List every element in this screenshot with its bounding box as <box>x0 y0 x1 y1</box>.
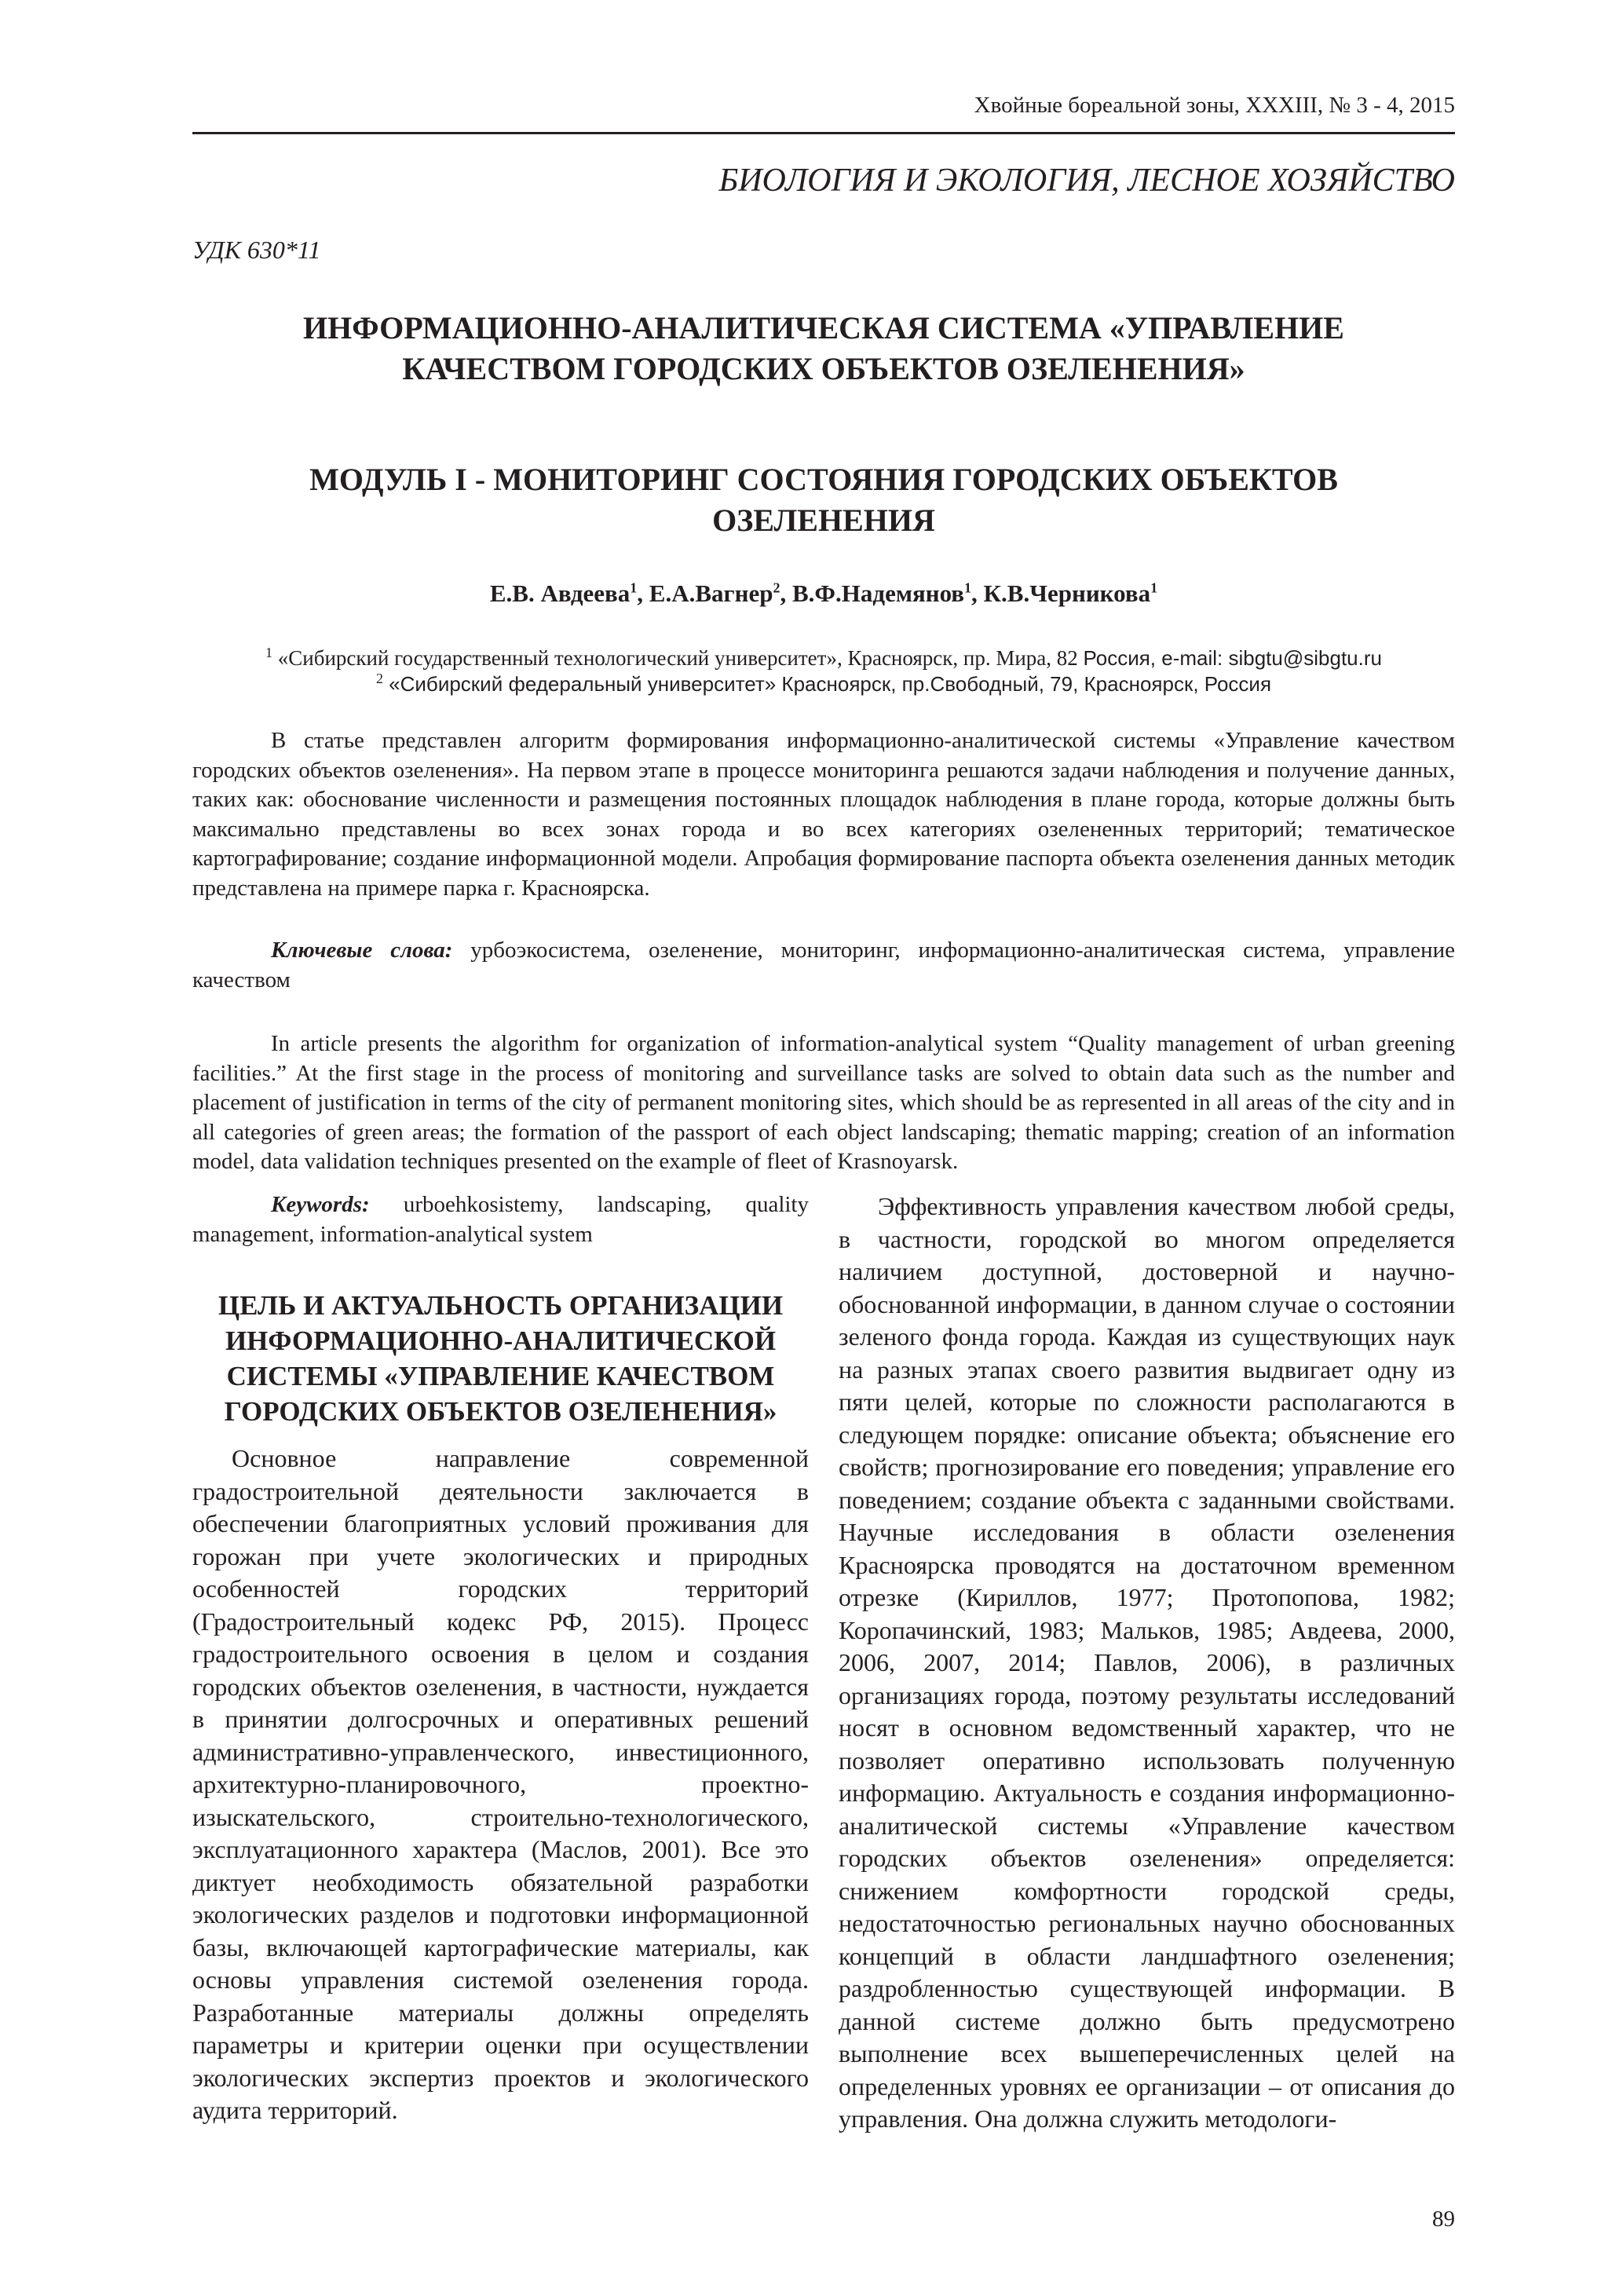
section-heading: ЦЕЛЬ И АКТУАЛЬНОСТЬ ОРГАНИЗАЦИИ ИНФОРМАЦИОННО-АНАЛИТИЧЕСКОЙ СИСТЕМЫ «УПРАВЛЕНИЕ КАЧЕСТВОМ ГОРОДСКИХ ОБЪЕКТОВ ОЗЕЛЕНЕНИЯ» <box>217 1290 784 1427</box>
section-title: БИОЛОГИЯ И ЭКОЛОГИЯ, ЛЕСНОЕ ХОЗЯЙСТВО <box>718 163 1455 199</box>
page-number: 89 <box>1432 2206 1455 2232</box>
body-left-column <box>192 1442 809 2127</box>
paper-title <box>192 308 1455 389</box>
keywords-en-label: Keywords: <box>271 1192 370 1217</box>
paper-subtitle-line: ОЗЕЛЕНЕНИЯ <box>712 503 935 538</box>
keywords-en <box>192 1190 809 1249</box>
abstract-en <box>192 1029 1455 1177</box>
author-list <box>192 579 1455 608</box>
udk-code: УДК 630*11 <box>192 236 321 264</box>
journal-header: Хвойные бореальной зоны, XXXIII, № 3 - 4, 2015 <box>974 93 1455 118</box>
body-right-column <box>839 1190 1455 2136</box>
keywords-ru-label: Ключевые слова: <box>271 938 453 963</box>
paper-subtitle-line: МОДУЛЬ I - МОНИТОРИНГ СОСТОЯНИЯ ГОРОДСКИХ ОБЪЕКТОВ <box>309 462 1338 497</box>
paper-title-line: КАЧЕСТВОМ ГОРОДСКИХ ОБЪЕКТОВ ОЗЕЛЕНЕНИЯ» <box>402 351 1245 386</box>
keywords-en-text: urboehkosistemy, landscaping, quality management, information-analytical system <box>192 1192 809 1247</box>
author: Е.А.Вагнер$^2$, <box>649 579 792 607</box>
affiliation-text: «Сибирский государственный технологический университет», Красноярск, пр. Мира, 82 <box>272 646 1084 670</box>
header-rule <box>192 132 1455 134</box>
affiliation-contact: Россия, e-mail: sibgtu@sibgtu.ru <box>1083 646 1382 670</box>
keywords-ru-text: урбоэкосистема, озеленение, мониторинг, информационно-аналитическая система, управление качеством <box>192 938 1455 993</box>
abstract-en-text: In article presents the algorithm for organization of information-analytical system “Quality management of urban greening facilities.” At the first stage in the process of monitoring and surveillance tasks are solved to obtain data such as the number and placement of justification in terms of the city of permanent monitoring sites, which should be as represented in all areas of the city and in all categories of green areas; the formation of the passport of each object landscaping; thematic mapping; creation of an information model, data validation techniques presented on the example of fleet of Krasnoyarsk. <box>192 1031 1455 1174</box>
keywords-ru <box>192 936 1455 995</box>
author: В.Ф.Надемянов$^1$, <box>791 579 984 607</box>
affiliation <box>192 646 1455 671</box>
affiliation-mark: 2 <box>375 671 383 686</box>
abstract-ru <box>192 726 1455 903</box>
author: К.В.Черникова$^1$ <box>983 579 1158 607</box>
author: Е.В. Авдеева$^1$, <box>489 579 649 607</box>
body-paragraph: Основное направление современной градостроительной деятельности заключается в обеспечении благоприятных условий проживания для горожан при учете экологических и природных особенностей городских территорий (Градостроительный кодекс РФ, 2015). Процесс градостроительного освоения в целом и создания городских объектов озеленения, в частности, нуждается в принятии долгосрочных и оперативных решений административно-управленческого, инвестиционного, архитектурно-планировочного, проектно-изыскательского, строительно-технологического, эксплуатационного характера (Маслов, 2001). Все это диктует необходимость обязательной разработки экологических разделов и подготовки информационной базы, включающей картографические материалы, как основы управления системой озеленения города. Разработанные материалы должны определять параметры и критерии оценки при осуществлении экологических экспертиз проектов и экологического аудита территорий. <box>192 1444 809 2124</box>
affiliation <box>192 672 1455 696</box>
affiliation-text: «Сибирский федеральный университет» Красноярск, пр.Свободный, 79, Красноярск, Россия <box>382 672 1272 696</box>
paper-title-line: ИНФОРМАЦИОННО-АНАЛИТИЧЕСКАЯ СИСТЕМА «УПРАВЛЕНИЕ <box>303 310 1344 345</box>
paper-subtitle <box>192 459 1455 541</box>
body-paragraph: Эффективность управления качеством любой среды, в частности, городской во многом определяется наличием доступной, достоверной и научно-обоснованной информации, в данном случае о состоянии зеленого фонда города. Каждая из существующих наук на разных этапах своего развития выдвигает одну из пяти целей, которые по сложности располагаются в следующем порядке: описание объекта; объяснение его свойств; прогнозирование его поведения; управление его поведением; создание объекта с заданными свойствами. Научные исследования в области озеленения Красноярска проводятся на достаточном временном отрезке (Кириллов, 1977; Протопопова, 1982; Коропачинский, 1983; Мальков, 1985; Авдеева, 2000, 2006, 2007, 2014; Павлов, 2006), в различных организациях города, поэтому результаты исследований носят в основном ведомственный характер, что не позволяет оперативно использовать полученную информацию. Актуальность е создания информационно-аналитической системы «Управление качеством городских объектов озеленения» определяется: снижением комфортности городской среды, недостаточностью региональных научно обоснованных концепций в области ландшафтного озеленения; раздробленностью существующей информации. В данной системе должно быть предусмотрено выполнение всех вышеперечисленных целей на определенных уровнях ее организации – от описания до управления. Она должна служить методологи- <box>839 1192 1455 2133</box>
abstract-ru-text: В статье представлен алгоритм формирования информационно-аналитической системы «Управление качеством городских объектов озеленения». На первом этапе в процессе мониторинга решаются задачи наблюдения и получение данных, таких как: обоснование численности и размещения постоянных площадок наблюдения в плане города, которые должны быть максимально представлены во всех зонах города и во всех категориях озелененных территорий; тематическое картографирование; создание информационной модели. Апробация формирование паспорта объекта озеленения данных методик представлена на примере парка г. Красноярска. <box>192 728 1455 901</box>
affiliation-mark: 1 <box>265 645 272 660</box>
